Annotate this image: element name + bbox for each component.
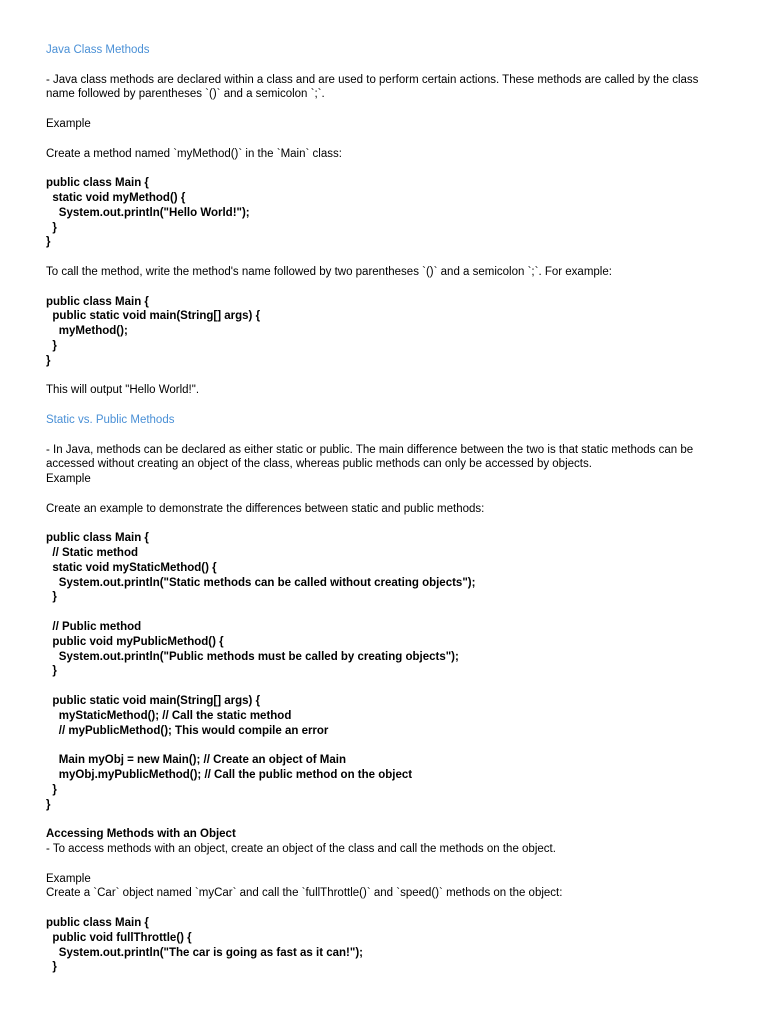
section-intro: - In Java, methods can be declared as either static or public. The main difference between the two is that static methods can be accessed without creating an object of the class, whereas public methods can only be accessed by objects. <box>46 443 694 471</box>
example-description: Create a `Car` object named `myCar` and call the `fullThrottle()` and `speed()` methods on the object: <box>46 887 563 900</box>
code-block-static-public: public class Main { // Static method static void myStaticMethod() { System.out.println("Static methods can be called without creating objects"); } // Public method public void myPublicMethod() { System.out.println("Public methods must be called by creating objects"); } public static void main(String[] args) { myStaticMethod(); // Call the static method // myPublicMethod(); This would compile an error Main myObj = new Main(); // Create an object of Main myObj.myPublicMethod(); // Call the public method on the object } } <box>46 532 476 811</box>
code-block-main-call: public class Main { public static void main(String[] args) { myMethod(); } } <box>46 295 261 367</box>
section-intro: - Java class methods are declared within a class and are used to perform certain actions. These methods are called by the class name followed by parentheses `()` and a semicolon `;`. <box>46 73 699 101</box>
output-note: This will output "Hello World!". <box>46 384 200 397</box>
section-title-accessing-methods: Accessing Methods with an Object <box>46 828 236 841</box>
example-label: Example <box>46 473 91 486</box>
call-instructions: To call the method, write the method's name followed by two parentheses `()` and a semicolon `;`. For example: <box>46 265 612 278</box>
section-title-static-vs-public: Static vs. Public Methods <box>46 413 175 426</box>
example-label: Example <box>46 872 91 885</box>
document-page <box>46 43 726 975</box>
example-description: Create a method named `myMethod()` in the `Main` class: <box>46 147 342 160</box>
section-title-java-class-methods: Java Class Methods <box>46 44 150 56</box>
code-block-mymethod: public class Main { static void myMethod() { System.out.println("Hello World!"); } } <box>46 177 250 249</box>
example-description: Create an example to demonstrate the differences between static and public methods: <box>46 502 485 515</box>
example-label: Example <box>46 117 91 130</box>
code-block-car: public class Main { public void fullThrottle() { System.out.println("The car is going as fast as it can!"); } <box>46 917 363 974</box>
section-intro: - To access methods with an object, create an object of the class and call the methods on the object. <box>46 843 556 856</box>
